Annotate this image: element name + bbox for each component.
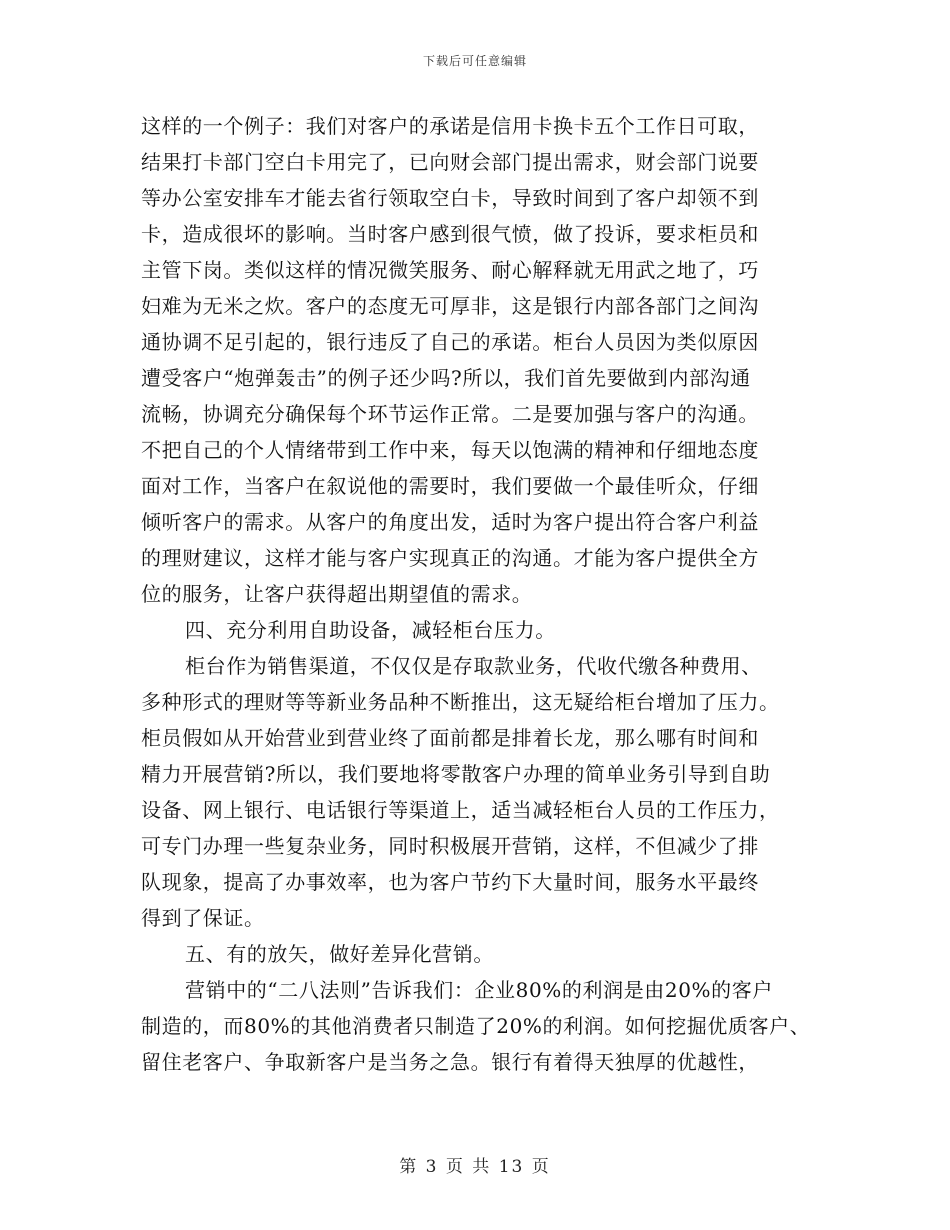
text-line: 位的服务，让客户获得超出期望值的需求。: [141, 582, 533, 606]
page-footer: 第 3 页 共 13 页: [399, 1157, 551, 1177]
text-line: 得到了保证。: [141, 906, 265, 930]
text-line: 精力开展营销?所以，我们要地将零散客户办理的简单业务引导到自助: [141, 762, 771, 786]
page-header: 下载后可任意编辑: [422, 54, 527, 68]
text-line: 五、有的放矢，做好差异化营销。: [185, 942, 494, 966]
text-line: 队现象，提高了办事效率，也为客户节约下大量时间，服务水平最终: [141, 870, 759, 894]
text-line: 遭受客户“炮弹轰击”的例子还少吗?所以，我们首先要做到内部沟通: [141, 366, 751, 390]
text-line: 这样的一个例子：我们对客户的承诺是信用卡换卡五个工作日可取，: [141, 114, 759, 138]
text-line: 面对工作，当客户在叙说他的需要时，我们要做一个最佳听众，仔细: [141, 474, 759, 498]
text-line: 可专门办理一些复杂业务，同时积极展开营销，这样，不但减少了排: [141, 834, 759, 858]
text-line: 四、充分利用自助设备，减轻柜台压力。: [185, 618, 556, 642]
text-line: 不把自己的个人情绪带到工作中来，每天以饱满的精神和仔细地态度: [141, 438, 759, 462]
text-line: 的理财建议，这样才能与客户实现真正的沟通。才能为客户提供全方: [141, 546, 759, 570]
text-line: 柜台作为销售渠道，不仅仅是存取款业务，代收代缴各种费用、: [185, 654, 762, 678]
text-line: 营销中的“二八法则”告诉我们：企业80%的利润是由20%的客户: [185, 978, 773, 1002]
text-line: 多种形式的理财等等新业务品种不断推出，这无疑给柜台增加了压力。: [141, 690, 780, 714]
text-line: 通协调不足引起的，银行违反了自己的承诺。柜台人员因为类似原因: [141, 330, 759, 354]
text-line: 妇难为无米之炊。客户的态度无可厚非，这是银行内部各部门之间沟: [141, 294, 759, 318]
text-line: 留住老客户、争取新客户是当务之急。银行有着得天独厚的优越性，: [141, 1050, 759, 1074]
text-line: 结果打卡部门空白卡用完了，已向财会部门提出需求，财会部门说要: [141, 150, 759, 174]
text-line: 等办公室安排车才能去省行领取空白卡，导致时间到了客户却领不到: [141, 186, 759, 210]
text-line: 设备、网上银行、电话银行等渠道上，适当减轻柜台人员的工作压力，: [141, 798, 780, 822]
text-line: 制造的，而80%的其他消费者只制造了20%的利润。如何挖掘优质客户、: [141, 1014, 811, 1038]
text-line: 倾听客户的需求。从客户的角度出发，适时为客户提出符合客户利益: [141, 510, 759, 534]
document-body: [141, 108, 811, 1080]
text-line: 主管下岗。类似这样的情况微笑服务、耐心解释就无用武之地了，巧: [141, 258, 759, 282]
text-line: 柜员假如从开始营业到营业终了面前都是排着长龙，那么哪有时间和: [141, 726, 759, 750]
text-line: 卡，造成很坏的影响。当时客户感到很气愤，做了投诉，要求柜员和: [141, 222, 759, 246]
text-line: 流畅，协调充分确保每个环节运作正常。二是要加强与客户的沟通。: [141, 402, 759, 426]
